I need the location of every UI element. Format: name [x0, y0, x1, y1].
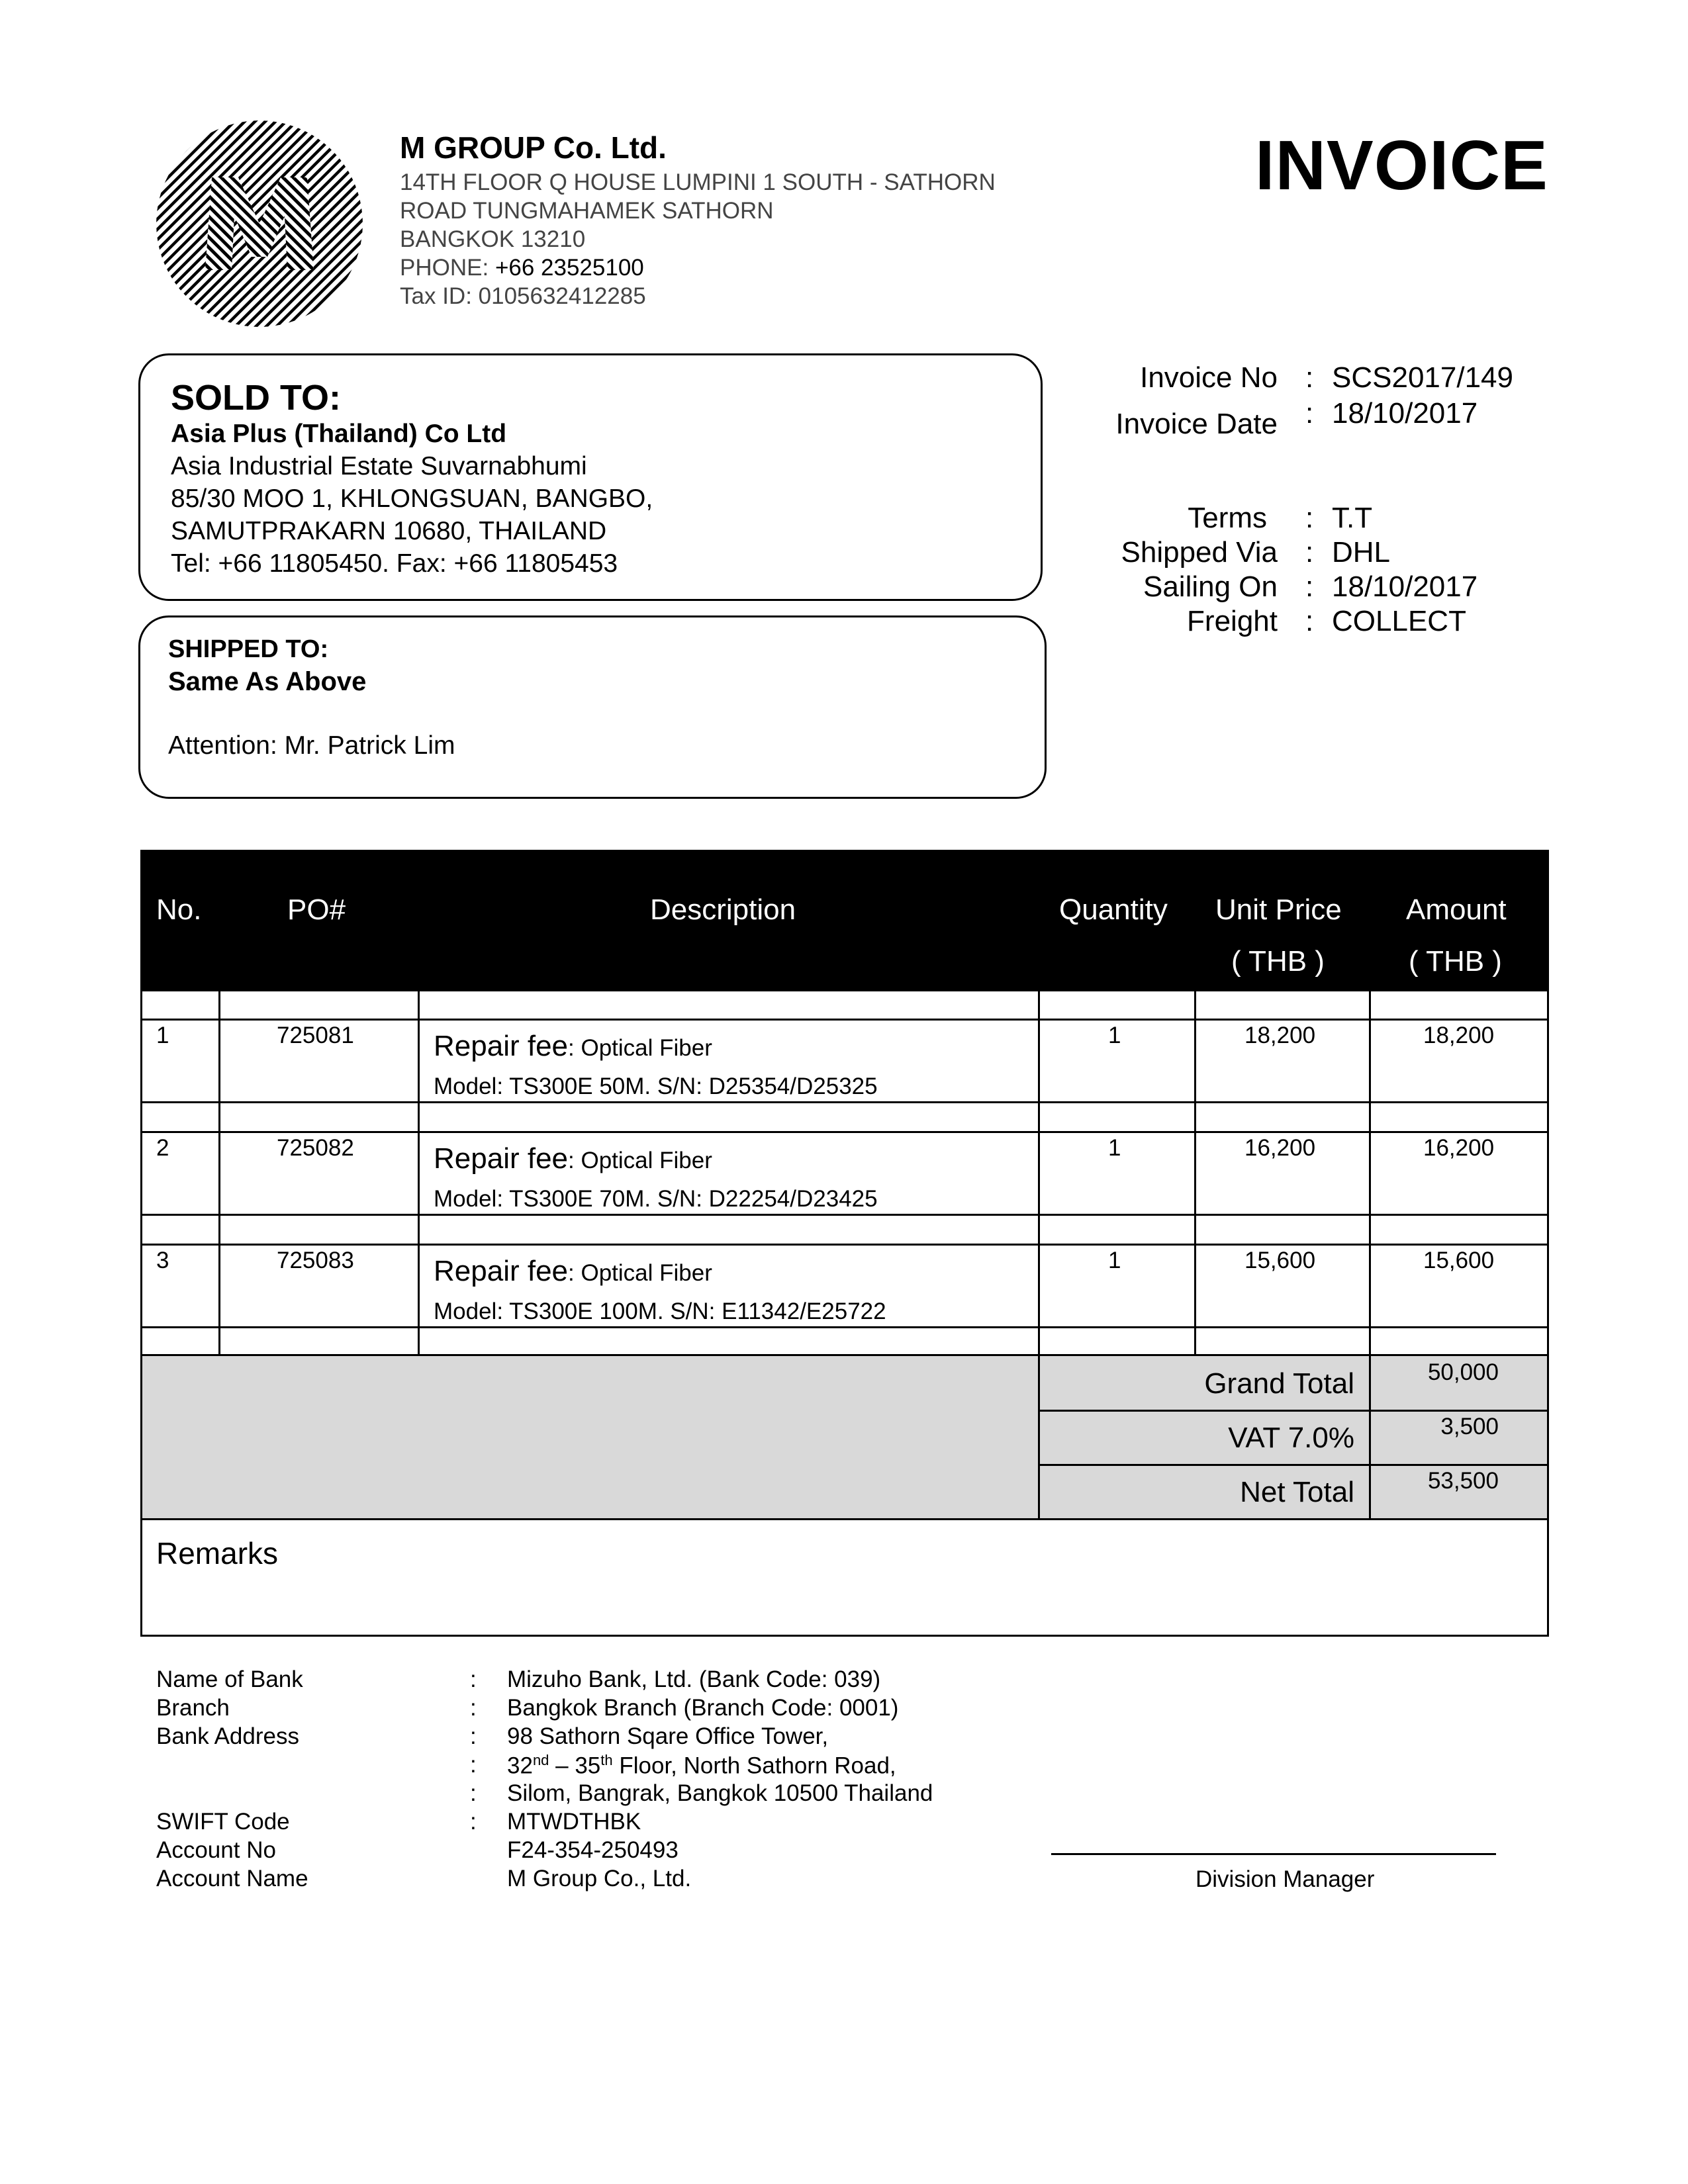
row-no: 1: [156, 1023, 169, 1048]
row-description: [434, 1142, 712, 1175]
grid-h-0: [140, 989, 1549, 991]
row-amount: 16,200: [1423, 1135, 1495, 1161]
header-amount-currency: ( THB ): [1409, 945, 1502, 978]
bank-address-colon-3: :: [470, 1780, 477, 1806]
shipped-via-colon: :: [1305, 536, 1314, 569]
account-no-value: F24-354-250493: [507, 1837, 679, 1863]
row-po: 725081: [277, 1023, 354, 1048]
company-phone-label: PHONE:: [400, 255, 489, 281]
bank-address-floor-to: – 35: [549, 1752, 601, 1779]
branch-label: Branch: [156, 1695, 230, 1721]
row-amount: 15,600: [1423, 1248, 1495, 1273]
row-desc-suffix: : Optical Fiber: [568, 1260, 712, 1286]
sold-to-line-4: Tel: +66 11805450. Fax: +66 11805453: [171, 549, 618, 578]
row-desc-main: Repair fee: [434, 1142, 569, 1175]
sailing-on-colon: :: [1305, 570, 1314, 603]
invoice-date-colon: :: [1305, 397, 1314, 430]
row-desc-main: Repair fee: [434, 1255, 569, 1287]
row-desc-model: Model: TS300E 100M. S/N: E11342/E25722: [434, 1298, 886, 1324]
company-phone-value: +66 23525100: [494, 255, 644, 281]
bank-address-sup-2: th: [600, 1752, 613, 1768]
bank-address-label: Bank Address: [156, 1723, 299, 1749]
grid-h-3: [140, 1131, 1549, 1133]
bank-name-value: Mizuho Bank, Ltd. (Bank Code: 039): [507, 1666, 881, 1692]
header-no: No.: [156, 893, 202, 926]
grid-v-left: [140, 989, 142, 1637]
header-description: Description: [650, 893, 796, 926]
sold-to-line-2: 85/30 MOO 1, KHLONGSUAN, BANGBO,: [171, 484, 653, 513]
totals-h-1: [1038, 1410, 1549, 1412]
swift-value: MTWDTHBK: [507, 1809, 641, 1835]
grid-h-5: [140, 1244, 1549, 1246]
sold-to-name: Asia Plus (Thailand) Co Ltd: [171, 420, 507, 448]
terms-value: T.T: [1332, 502, 1373, 534]
row-desc-main: Repair fee: [434, 1030, 569, 1062]
bank-address-sup-1: nd: [532, 1752, 549, 1768]
remarks-label: Remarks: [156, 1536, 279, 1570]
freight-colon: :: [1305, 605, 1314, 637]
shipped-via-value: DHL: [1332, 536, 1391, 569]
row-unit-price: 16,200: [1244, 1135, 1316, 1161]
company-tax-id: Tax ID: 0105632412285: [400, 283, 646, 309]
row-description: [434, 1255, 712, 1288]
grid-h-1: [140, 1019, 1549, 1021]
branch-value: Bangkok Branch (Branch Code: 0001): [507, 1695, 899, 1721]
remarks-h-bottom: [140, 1635, 1549, 1637]
company-name: M GROUP Co. Ltd.: [400, 130, 667, 165]
bank-address-floor-from: 32: [507, 1752, 533, 1779]
header-unit-price: Unit Price: [1215, 893, 1342, 926]
header-quantity: Quantity: [1059, 893, 1168, 926]
row-desc-model: Model: TS300E 50M. S/N: D25354/D25325: [434, 1073, 878, 1099]
row-po: 725082: [277, 1135, 354, 1161]
document-title: INVOICE: [1255, 126, 1548, 205]
grand-total-label: Grand Total: [1204, 1367, 1354, 1400]
account-name-value: M Group Co., Ltd.: [507, 1866, 692, 1891]
totals-v-left: [140, 1356, 142, 1520]
grid-v-po: [418, 989, 420, 1356]
row-qty: 1: [1108, 1248, 1121, 1273]
bank-address-line-3: Silom, Bangrak, Bangkok 10500 Thailand: [507, 1780, 933, 1806]
grid-v-right: [1547, 989, 1549, 1637]
grid-h-2: [140, 1101, 1549, 1103]
vat-value: 3,500: [1440, 1414, 1499, 1439]
invoice-no-label: Invoice No: [1140, 361, 1278, 394]
signature-line: [1051, 1853, 1496, 1855]
company-address-line-2: ROAD TUNGMAHAMEK SATHORN: [400, 198, 774, 224]
invoice-no-value: SCS2017/149: [1332, 361, 1513, 394]
header-unit-price-currency: ( THB ): [1231, 945, 1325, 978]
header-po: PO#: [287, 893, 346, 926]
terms-colon: :: [1305, 502, 1314, 534]
company-address-line-1: 14TH FLOOR Q HOUSE LUMPINI 1 SOUTH - SATHORN: [400, 169, 996, 195]
net-total-label: Net Total: [1240, 1476, 1354, 1508]
row-qty: 1: [1108, 1135, 1121, 1161]
bank-address-line-1: 98 Sathorn Sqare Office Tower,: [507, 1723, 829, 1749]
shipped-via-label: Shipped Via: [1121, 536, 1278, 569]
freight-value: COLLECT: [1332, 605, 1466, 637]
account-name-label: Account Name: [156, 1866, 308, 1891]
sold-to-line-1: Asia Industrial Estate Suvarnabhumi: [171, 452, 587, 480]
company-phone: [400, 253, 644, 282]
header-amount: Amount: [1406, 893, 1507, 926]
shipped-to-title: SHIPPED TO:: [168, 635, 329, 663]
bank-address-line-2: [507, 1752, 896, 1780]
totals-h-2: [1038, 1464, 1549, 1466]
grid-v-no: [218, 989, 220, 1356]
invoice-date-value: 18/10/2017: [1332, 397, 1478, 430]
row-desc-model: Model: TS300E 70M. S/N: D22254/D23425: [434, 1186, 878, 1212]
swift-label: SWIFT Code: [156, 1809, 290, 1835]
row-unit-price: 18,200: [1244, 1023, 1316, 1048]
row-desc-suffix: : Optical Fiber: [568, 1148, 712, 1173]
totals-v-desc: [1038, 1356, 1040, 1520]
bank-address-colon-2: :: [470, 1752, 477, 1778]
row-no: 2: [156, 1135, 169, 1161]
freight-label: Freight: [1187, 605, 1278, 637]
invoice-date-label: Invoice Date: [1115, 408, 1278, 440]
company-logo: [154, 118, 365, 330]
shipped-to-attention: Attention: Mr. Patrick Lim: [168, 731, 455, 760]
bank-address-road: Floor, North Sathorn Road,: [612, 1752, 896, 1779]
row-po: 725083: [277, 1248, 354, 1273]
company-address-line-3: BANGKOK 13210: [400, 226, 586, 252]
bank-name-colon: :: [470, 1666, 477, 1692]
swift-colon: :: [470, 1809, 477, 1835]
net-total-value: 53,500: [1427, 1468, 1499, 1494]
sailing-on-value: 18/10/2017: [1332, 570, 1478, 603]
account-no-label: Account No: [156, 1837, 276, 1863]
bank-address-colon-1: :: [470, 1723, 477, 1749]
row-no: 3: [156, 1248, 169, 1273]
row-desc-suffix: : Optical Fiber: [568, 1035, 712, 1061]
invoice-no-colon: :: [1305, 361, 1314, 394]
grid-v-qty: [1194, 989, 1196, 1356]
terms-label: Terms: [1188, 502, 1267, 534]
row-qty: 1: [1108, 1023, 1121, 1048]
row-unit-price: 15,600: [1244, 1248, 1316, 1273]
vat-label: VAT 7.0%: [1228, 1422, 1354, 1454]
shipped-to-value: Same As Above: [168, 667, 367, 696]
items-table-header: [140, 850, 1549, 989]
totals-h-bottom: [140, 1518, 1549, 1520]
grand-total-value: 50,000: [1427, 1359, 1499, 1385]
branch-colon: :: [470, 1695, 477, 1721]
sailing-on-label: Sailing On: [1143, 570, 1278, 603]
bank-name-label: Name of Bank: [156, 1666, 303, 1692]
row-amount: 18,200: [1423, 1023, 1495, 1048]
sold-to-line-3: SAMUTPRAKARN 10680, THAILAND: [171, 517, 607, 545]
signature-title: Division Manager: [1196, 1866, 1375, 1892]
row-description: [434, 1030, 712, 1063]
grid-h-6: [140, 1326, 1549, 1328]
totals-v-right: [1547, 1356, 1549, 1520]
sold-to-title: SOLD TO:: [171, 378, 342, 418]
grid-h-4: [140, 1214, 1549, 1216]
